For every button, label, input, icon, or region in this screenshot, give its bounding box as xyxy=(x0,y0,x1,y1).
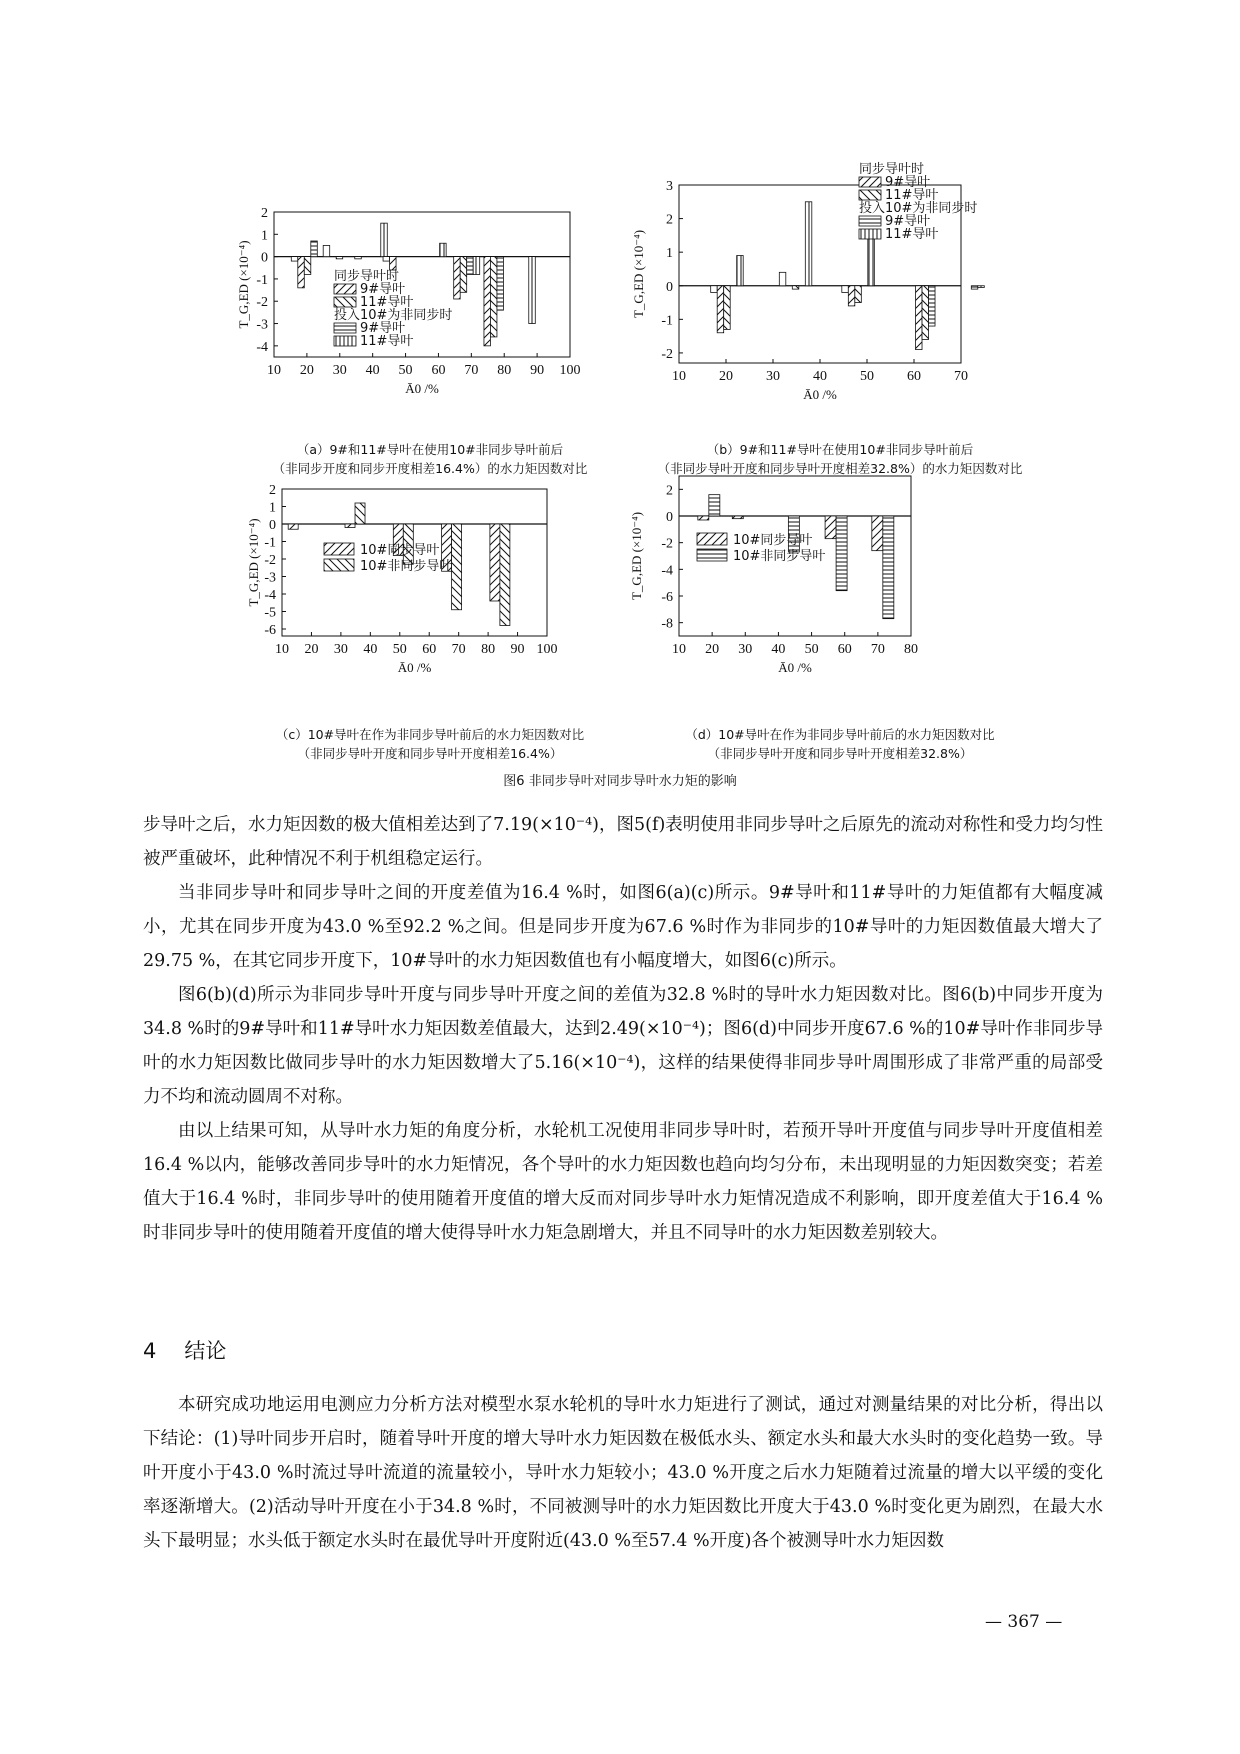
x-tick-label-a: 50 xyxy=(398,363,413,378)
y-tick-label-a: -1 xyxy=(256,272,268,288)
paragraph-1: 步导叶之后，水力矩因数的极大值相差达到了7.19(×10⁻⁴)，图5(f)表明使用非同步导叶之后原先的流动对称性和受力均匀性被严重破坏，此种情况不利于机组稳定运行。 xyxy=(143,815,1103,869)
legend-b xyxy=(859,161,977,242)
plot-area-b xyxy=(631,161,984,402)
bar-d-s0-c4 xyxy=(872,516,883,551)
bar-a-s1-c5 xyxy=(454,257,461,299)
bar-c-s1-c4 xyxy=(500,524,510,626)
body-text-top xyxy=(143,808,1103,1250)
x-tick-label-c: 30 xyxy=(333,642,348,657)
y-tick-label-c: -6 xyxy=(264,623,276,638)
paragraph-4: 由以上结果可知，从导叶水力矩的角度分析，水轮机工况使用非同步导叶时，若预开导叶开度值与同步导叶开度值相差16.4 %以内，能够改善同步导叶的水力矩情况，各个导叶的水力矩因数也趋向均匀分布，未出现明显的力矩因数突变；若差值大于16.4 %时，非同步导叶的使用随着开度值的增大反而对同步导叶水力矩情况造成不利影响，即开度差值大于16.4 %时非同步导叶的使用随着开度值的增大使得导叶水力矩急剧增大，并且不同导叶的水力矩因数差别较大。 xyxy=(143,1121,1103,1243)
bar-b-s0-c1 xyxy=(779,272,786,285)
bar-b-s4-c0 xyxy=(737,256,744,286)
chart-a-svg xyxy=(230,190,630,430)
section-number: 4 xyxy=(143,1339,157,1363)
legend-label-a-0: 同步导叶时 xyxy=(334,269,400,284)
x-tick-label-c: 100 xyxy=(536,642,558,657)
bar-a-s0-c0 xyxy=(291,257,298,261)
caption-d-line2: （非同步导叶开度和同步导叶开度相差32.8%） xyxy=(707,746,973,761)
bar-a-s4-c2 xyxy=(381,223,388,256)
bar-c-s0-c0 xyxy=(288,524,298,529)
bar-c-s0-c1 xyxy=(345,524,355,528)
caption-a-line2: （非同步开度和同步开度相差16.4%）的水力矩因数对比 xyxy=(272,461,588,476)
paragraph-3: 图6(b)(d)所示为非同步导叶开度与同步导叶开度之间的差值为32.8 %时的导叶水力矩因数对比。图6(b)中同步开度为34.8 %时的9#导叶和11#导叶水力矩因数差值最大，达到2.49(×10⁻⁴)；图6(d)中同步开度67.6 %的10#导叶作非同步导叶的水力矩因数比做同步导叶的水力矩因数增大了5.16(×10⁻⁴)，这样的结果使得非同步导叶周围形成了非常严重的局部受力不均和流动圆周不对称。 xyxy=(143,985,1103,1107)
y-tick-label-d: -4 xyxy=(661,563,673,579)
x-axis-label-d: Ā0 /% xyxy=(778,660,812,675)
x-axis-label-c: Ā0 /% xyxy=(397,660,432,675)
bar-a-s1-c3 xyxy=(390,257,397,270)
y-tick-label-b: 3 xyxy=(666,179,673,194)
x-tick-label-c: 60 xyxy=(422,642,437,657)
bar-b-s3-c3 xyxy=(929,286,936,326)
y-tick-label-c: -2 xyxy=(264,553,276,568)
section-heading xyxy=(143,1335,254,1365)
legend-label-a-1: 9#导叶 xyxy=(360,282,406,297)
y-tick-label-d: -6 xyxy=(661,590,673,605)
legend-a xyxy=(334,268,452,349)
legend-swatch-a xyxy=(334,284,356,294)
x-tick-label-b: 60 xyxy=(907,369,921,384)
y-tick-label-c: 0 xyxy=(269,518,276,533)
legend-label-c-0: 10#同步导叶 xyxy=(360,543,440,558)
y-tick-label-c: -3 xyxy=(264,570,276,586)
y-tick-label-a: 1 xyxy=(261,228,268,244)
legend-label-b-5: 11#导叶 xyxy=(885,227,939,242)
chart-d xyxy=(629,483,1040,725)
y-axis-label-a: T_G,ED (×10⁻⁴) xyxy=(236,240,251,329)
x-tick-label-a: 60 xyxy=(431,363,446,378)
x-tick-label-b: 70 xyxy=(954,369,968,384)
legend-d xyxy=(697,532,825,564)
bar-a-s4-c4 xyxy=(440,243,447,256)
paragraph-5: 本研究成功地运用电测应力分析方法对模型水泵水轮机的导叶水力矩进行了测试，通过对测量结果的对比分析，得出以下结论：(1)导叶同步开启时，随着导叶开度的增大导叶水力矩因数在极低水头、额定水头和最大水头时的变化趋势一致。导叶开度小于43.0 %时流过导叶流道的流量较小，导叶水力矩较小；43.0 %开度之后水力矩随着过流量的增大以平缓的变化率逐渐增大。(2)活动导叶开度在小于34.8 %时，不同被测导叶的水力矩因数比开度大于43.0 %时变化更为剧烈，在最大水头下最明显；水头低于额定水头时在最优导叶开度附近(43.0 %至57.4 %开度)各个被测导叶水力矩因数 xyxy=(143,1395,1103,1551)
x-tick-label-b: 20 xyxy=(719,369,733,384)
legend-swatch-c xyxy=(324,543,354,555)
legend-c xyxy=(324,542,452,574)
x-tick-label-c: 90 xyxy=(510,642,525,657)
legend-label-b-4: 9#导叶 xyxy=(885,214,931,229)
paragraph-2: 当非同步导叶和同步导叶之间的开度差值为16.4 %时，如图6(a)(c)所示。9#导叶和11#导叶的力矩值都有大幅度减小，尤其在同步开度为43.0 %至92.2 %之间。但是同步开度为67.6 %时作为非同步的10#导叶的力矩因数值最大增大了29.75 %，在其它同步开度下，10#导叶的水力矩因数值也有小幅度增大，如图6(c)所示。 xyxy=(143,883,1103,971)
bar-b-s1-c2 xyxy=(848,286,855,306)
y-tick-label-a: -2 xyxy=(256,295,268,311)
plot-area-d xyxy=(629,476,918,675)
x-tick-label-d: 80 xyxy=(904,642,918,657)
legend-label-d-0: 10#同步导叶 xyxy=(733,533,813,548)
x-tick-label-a: 80 xyxy=(497,363,512,378)
caption-b-line1: （b）9#和11#导叶在使用10#非同步导叶前后 xyxy=(706,442,974,457)
chart-d-svg xyxy=(629,483,1040,725)
figure-title: 图6 非同步导叶对同步导叶水力矩的影响 xyxy=(503,774,737,789)
bar-a-s2-c5 xyxy=(460,257,467,293)
caption-a xyxy=(220,440,640,478)
caption-d xyxy=(630,725,1050,763)
x-tick-label-b: 50 xyxy=(860,369,874,384)
y-tick-label-b: 0 xyxy=(666,279,673,295)
x-tick-label-b: 40 xyxy=(813,369,827,384)
x-tick-label-c: 70 xyxy=(451,642,466,657)
y-tick-label-d: -2 xyxy=(661,536,673,552)
bar-c-s0-c4 xyxy=(490,524,500,601)
legend-swatch-b xyxy=(859,177,881,187)
bar-b-s4-c2 xyxy=(868,234,875,286)
legend-label-c-1: 10#非同步导叶 xyxy=(360,559,453,574)
x-tick-label-a: 20 xyxy=(299,363,314,378)
chart-b xyxy=(631,162,1040,430)
bar-a-s1-c0 xyxy=(298,257,305,288)
body-text-bottom xyxy=(143,1388,1103,1558)
x-tick-label-d: 70 xyxy=(870,642,885,657)
legend-label-a-5: 11#导叶 xyxy=(360,334,414,349)
y-tick-label-a: 0 xyxy=(261,250,268,266)
x-tick-label-a: 40 xyxy=(365,363,380,378)
x-tick-label-c: 50 xyxy=(392,642,407,657)
x-tick-label-d: 50 xyxy=(804,642,819,657)
x-axis-label-b: Ā0 /% xyxy=(803,387,837,402)
bar-b-s0-c2 xyxy=(842,286,849,293)
bar-d-s0-c0 xyxy=(698,516,709,520)
x-tick-label-d: 30 xyxy=(738,642,753,657)
caption-c-line1: （c）10#导叶在作为非同步导叶前后的水力矩因数对比 xyxy=(275,727,585,742)
legend-label-b-1: 9#导叶 xyxy=(885,175,931,190)
y-tick-label-a: -3 xyxy=(256,317,268,333)
bar-b-s3-c4 xyxy=(971,286,978,289)
bar-a-s3-c5 xyxy=(467,257,474,275)
plot-area-a xyxy=(236,206,581,396)
x-tick-label-d: 60 xyxy=(837,642,852,657)
legend-label-b-0: 同步导叶时 xyxy=(859,162,925,177)
x-tick-label-d: 20 xyxy=(705,642,720,657)
y-tick-label-c: 2 xyxy=(269,483,276,498)
y-tick-label-d: -8 xyxy=(661,616,673,632)
caption-b xyxy=(630,440,1050,478)
x-tick-label-c: 40 xyxy=(363,642,378,657)
bar-c-s1-c1 xyxy=(355,503,365,524)
legend-label-b-3: 投入10#为非同步时 xyxy=(859,201,978,216)
bar-a-s3-c0 xyxy=(311,241,318,257)
bar-a-s0-c1 xyxy=(323,245,330,256)
y-tick-label-b: -2 xyxy=(661,346,673,362)
chart-a xyxy=(230,190,630,430)
legend-label-d-1: 10#非同步导叶 xyxy=(733,549,826,564)
x-tick-label-b: 30 xyxy=(766,369,780,384)
x-tick-label-c: 80 xyxy=(481,642,496,657)
plot-area-c xyxy=(246,483,558,675)
y-tick-label-b: 1 xyxy=(666,246,673,262)
bar-b-s4-c1 xyxy=(805,202,812,286)
bar-a-s2-c1 xyxy=(336,257,343,259)
bar-b-s2-c1 xyxy=(792,286,799,289)
bar-b-s1-c0 xyxy=(717,286,724,333)
y-axis-label-b: T_G,ED (×10⁻⁴) xyxy=(631,229,646,319)
bar-a-s3-c6 xyxy=(497,257,504,311)
x-tick-label-a: 30 xyxy=(332,363,347,378)
bar-a-s0-c2 xyxy=(355,257,362,259)
section-title: 结论 xyxy=(184,1339,227,1363)
legend-swatch-a xyxy=(334,336,356,346)
x-tick-label-a: 70 xyxy=(464,363,479,378)
y-tick-label-a: 2 xyxy=(261,206,268,221)
y-tick-label-b: -1 xyxy=(661,313,673,329)
caption-b-line2: （非同步导叶开度和同步导叶开度相差32.8%）的水力矩因数对比 xyxy=(657,461,1023,476)
y-axis-label-d: T_G,ED (×10⁻⁴) xyxy=(629,511,644,601)
x-tick-label-c: 10 xyxy=(275,642,289,657)
y-tick-label-a: -4 xyxy=(256,339,268,355)
bar-d-s1-c4 xyxy=(883,516,894,619)
legend-label-b-2: 11#导叶 xyxy=(885,188,939,203)
y-tick-label-c: -1 xyxy=(264,535,276,551)
x-axis-label-a: Ā0 /% xyxy=(405,381,439,396)
legend-swatch-d xyxy=(697,549,727,561)
legend-swatch-d xyxy=(697,533,727,545)
bar-a-s1-c6 xyxy=(484,257,491,346)
x-tick-label-b: 10 xyxy=(672,369,686,384)
chart-c-svg xyxy=(230,483,630,725)
bar-d-s0-c3 xyxy=(825,516,836,539)
y-tick-label-d: 2 xyxy=(666,483,673,499)
legend-label-a-4: 9#导叶 xyxy=(360,321,406,336)
caption-a-line1: （a）9#和11#导叶在使用10#非同步导叶前后 xyxy=(296,442,564,457)
plot-frame-a xyxy=(274,212,570,357)
bar-a-s4-c5 xyxy=(473,257,480,275)
legend-label-a-3: 投入10#为非同步时 xyxy=(334,308,453,323)
bar-d-s1-c0 xyxy=(709,495,720,516)
x-tick-label-a: 90 xyxy=(530,363,545,378)
bar-c-s1-c3 xyxy=(452,524,462,610)
legend-label-a-2: 11#导叶 xyxy=(360,295,414,310)
caption-d-line1: （d）10#导叶在作为非同步导叶前后的水力矩因数对比 xyxy=(685,727,995,742)
y-tick-label-c: -4 xyxy=(264,588,276,603)
x-tick-label-d: 10 xyxy=(672,642,686,657)
bar-a-s0-c3 xyxy=(383,257,390,261)
y-tick-label-c: 1 xyxy=(269,500,276,516)
bar-b-s4-c4 xyxy=(978,286,985,288)
bar-b-s1-c3 xyxy=(916,286,923,350)
bar-d-s0-c1 xyxy=(732,516,743,519)
y-tick-label-c: -5 xyxy=(264,605,276,621)
legend-swatch-b xyxy=(859,229,881,239)
x-tick-label-a: 10 xyxy=(267,363,281,378)
x-tick-label-c: 20 xyxy=(304,642,319,657)
x-tick-label-a: 100 xyxy=(559,363,581,378)
bar-b-s2-c0 xyxy=(724,286,731,330)
bar-a-s2-c0 xyxy=(304,257,311,275)
x-tick-label-d: 40 xyxy=(771,642,786,657)
bar-b-s0-c0 xyxy=(711,286,718,293)
y-tick-label-d: 0 xyxy=(666,510,673,525)
page-number: — 367 — xyxy=(985,1612,1063,1632)
bar-b-s2-c2 xyxy=(855,286,862,303)
legend-swatch-a xyxy=(334,297,356,307)
chart-c xyxy=(230,483,630,725)
bar-b-s2-c3 xyxy=(922,286,929,340)
caption-c-line2: （非同步导叶开度和同步导叶开度相差16.4%） xyxy=(297,746,563,761)
legend-swatch-b xyxy=(859,216,881,226)
bar-a-s2-c6 xyxy=(490,257,497,337)
y-tick-label-b: 2 xyxy=(666,212,673,228)
legend-swatch-c xyxy=(324,559,354,571)
caption-c xyxy=(220,725,640,763)
legend-swatch-a xyxy=(334,323,356,333)
bar-a-s4-c7 xyxy=(529,257,536,324)
y-axis-label-c: T_G,ED (×10⁻⁴) xyxy=(246,518,261,607)
bar-d-s1-c3 xyxy=(836,516,847,591)
legend-swatch-b xyxy=(859,190,881,200)
chart-b-svg xyxy=(631,162,1040,430)
